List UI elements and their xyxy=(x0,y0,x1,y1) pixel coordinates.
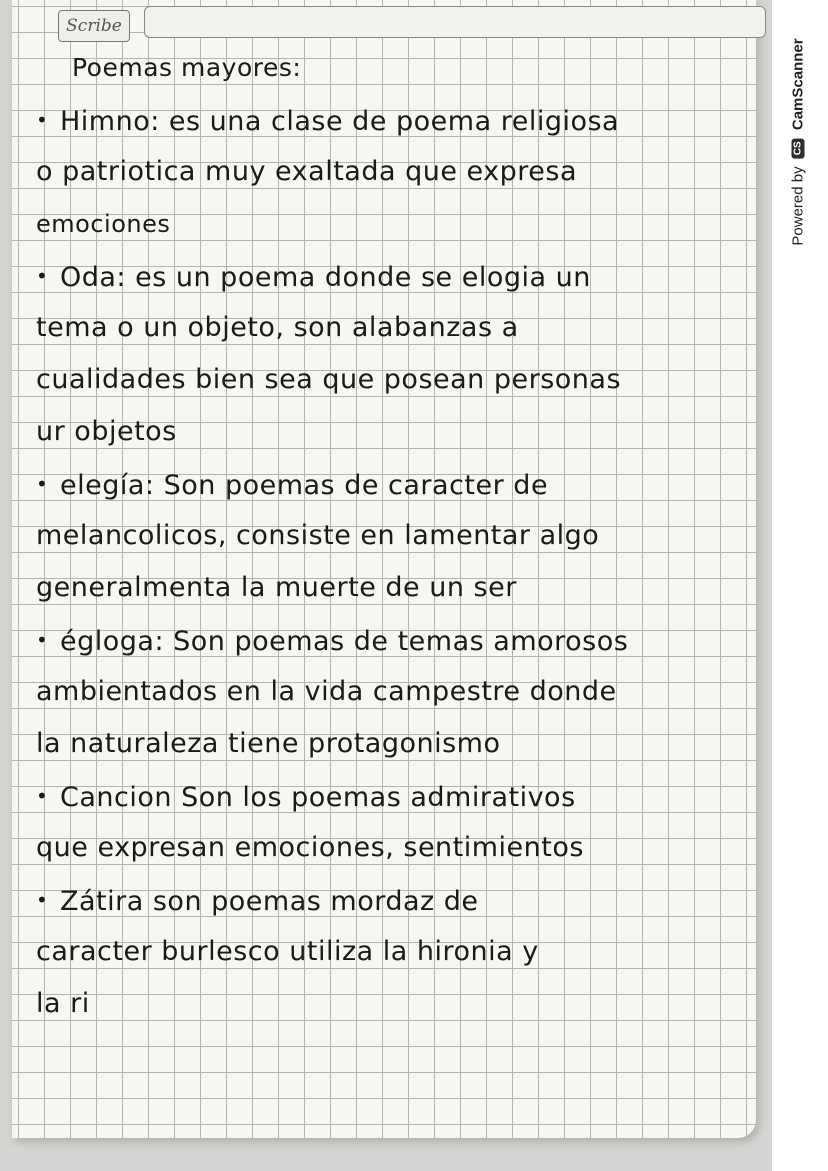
note-line-10: generalmenta la muerte de un ser xyxy=(36,572,517,603)
handwritten-notes xyxy=(36,42,766,1030)
note-line-9: melancolicos, consiste en lamentar algo xyxy=(36,520,600,551)
note-line-16: • Zátira son poemas mordaz de xyxy=(36,874,766,926)
note-line-2: o patriotica muy exaltada que expresa xyxy=(36,156,578,187)
note-line-1: • Himno: es una clase de poema religiosa xyxy=(36,94,766,146)
header-box xyxy=(144,6,766,38)
note-line-14: • Cancion Son los poemas admirativos xyxy=(36,770,766,822)
scribe-logo: Scribe xyxy=(58,10,130,42)
note-line-5: tema o un objeto, son alabanzas a xyxy=(36,312,519,343)
notebook-page xyxy=(12,0,756,1138)
note-line-13: la naturaleza tiene protagonismo xyxy=(36,728,501,759)
bullet-icon: • xyxy=(36,108,49,132)
note-line-12: ambientados en la vida campestre donde xyxy=(36,676,617,707)
note-line-15: que expresan emociones, sentimientos xyxy=(36,832,584,863)
note-line-8: • elegía: Son poemas de caracter de xyxy=(36,458,766,510)
note-line-4: • Oda: es un poema donde se elogia un xyxy=(36,250,766,302)
note-line-11: • égloga: Son poemas de temas amorosos xyxy=(36,614,766,666)
camscanner-watermark xyxy=(790,38,807,245)
note-line-6: cualidades bien sea que posean personas xyxy=(36,364,622,395)
note-line-3: emociones xyxy=(36,210,171,238)
bullet-icon: • xyxy=(36,628,49,652)
note-line-18: la ri xyxy=(36,988,90,1019)
camscanner-brand: CamScanner xyxy=(789,38,807,131)
notes-title: Poemas mayores: xyxy=(72,53,302,82)
note-line-7: ur objetos xyxy=(36,416,177,447)
bullet-icon: • xyxy=(36,472,49,496)
note-line-17: caracter burlesco utiliza la hironia y xyxy=(36,936,539,967)
bullet-icon: • xyxy=(36,264,49,288)
bullet-icon: • xyxy=(36,888,49,912)
bullet-icon: • xyxy=(36,784,49,808)
camscanner-logo-icon: CS xyxy=(792,138,805,158)
powered-by-text: Powered by xyxy=(789,166,807,246)
